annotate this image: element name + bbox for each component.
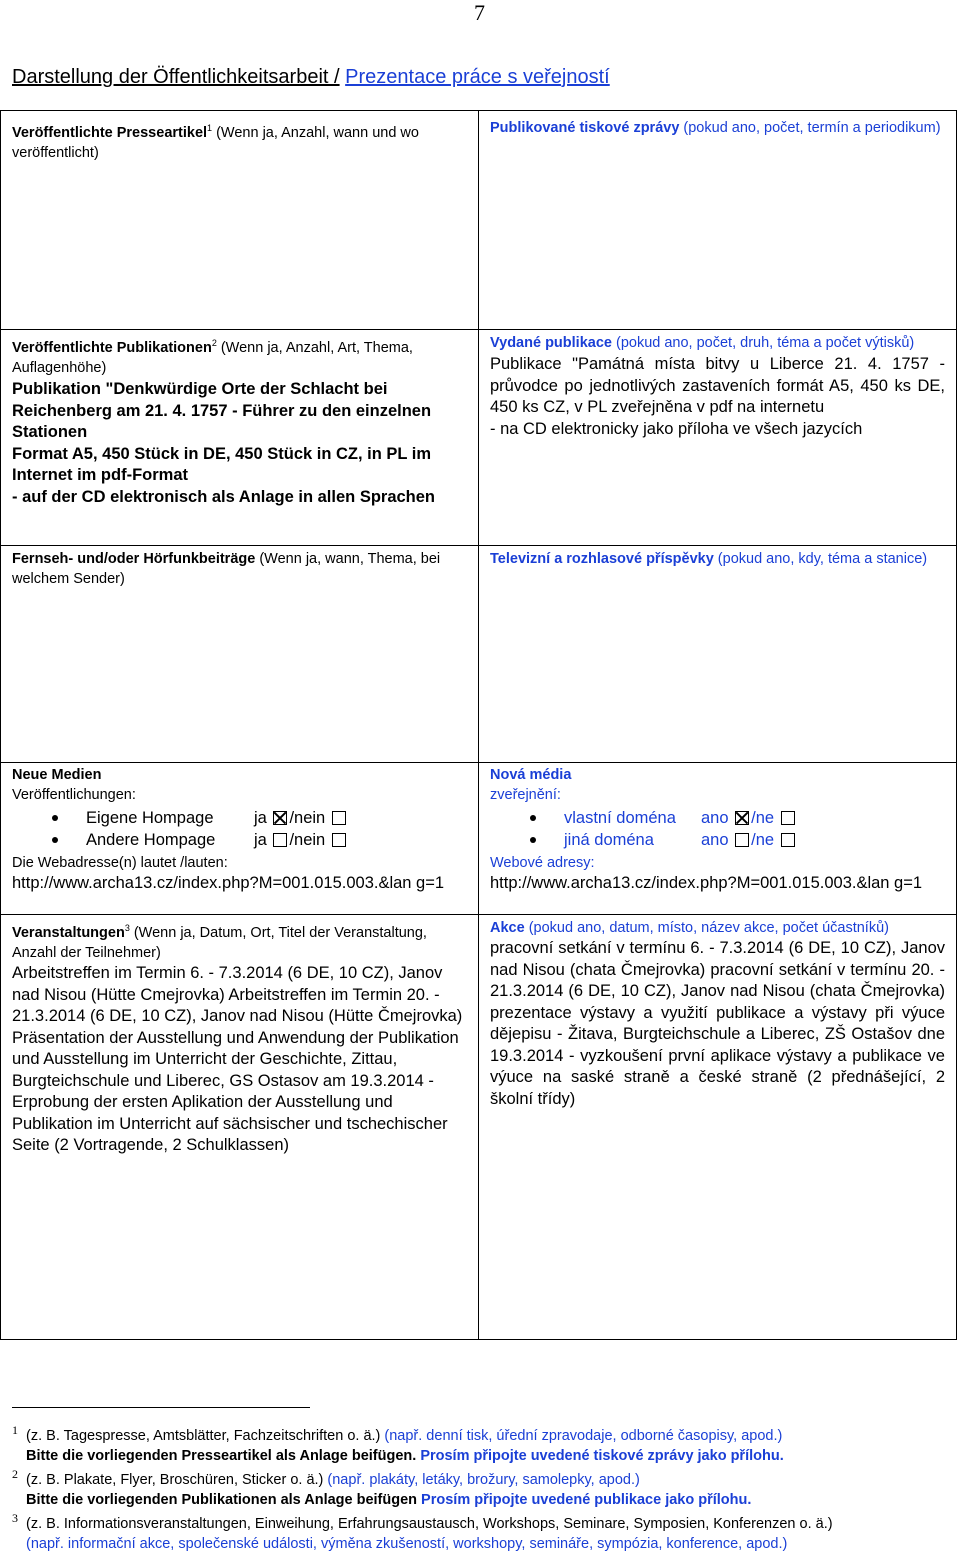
no-label: /nein bbox=[289, 831, 326, 849]
title-cz: Prezentace práce s veřejností bbox=[345, 66, 610, 88]
list-item-label: Andere Hompage bbox=[86, 831, 216, 849]
footnote-ref: 2 bbox=[211, 338, 217, 348]
new-media-cz-addr-label: Webové adresy: bbox=[490, 855, 595, 871]
press-de-heading: Veröffentlichte Presseartikel bbox=[12, 125, 208, 141]
footnote-text-cz: (např. denní tisk, úřední zpravodaje, odborné časopisy, apod.) bbox=[380, 1428, 783, 1444]
press-cz-heading: Publikované tiskové zprávy bbox=[490, 120, 680, 136]
row-divider bbox=[0, 762, 957, 763]
checkbox-unchecked[interactable] bbox=[332, 833, 346, 847]
list-item bbox=[490, 829, 945, 851]
checkbox-checked[interactable] bbox=[273, 811, 287, 825]
footnote-text-cz: Prosím připojte uvedené tiskové zprávy jako přílohu. bbox=[416, 1448, 784, 1464]
checkbox-unchecked[interactable] bbox=[735, 833, 749, 847]
checkbox-unchecked[interactable] bbox=[273, 833, 287, 847]
yes-label: ja bbox=[254, 809, 267, 827]
new-media-cz-cell bbox=[490, 765, 945, 895]
new-media-cz-sub: zveřejnění: bbox=[490, 787, 561, 803]
yes-label: ano bbox=[701, 809, 729, 827]
new-media-de-list bbox=[12, 807, 467, 851]
publications-de-content: Publikation "Denkwürdige Orte der Schlacht bei Reichenberg am 21. 4. 1757 - Führer zu den einzelnen Stationen Format A5, 450 Stück in DE, 450 Stück in CZ, in PL im Internet im pdf-Format - auf der CD elektronisch als Anlage in allen Sprachen bbox=[12, 380, 436, 506]
footnote-text-cz: (např. plakáty, letáky, brožury, samolepky, apod.) bbox=[323, 1472, 640, 1488]
broadcast-cz-desc: (pokud ano, kdy, téma a stanice) bbox=[713, 551, 928, 567]
footnote-number: 2 bbox=[12, 1467, 18, 1481]
column-divider bbox=[478, 110, 479, 1340]
footnote-text: Bitte die vorliegenden Publikationen als Anlage beifügen bbox=[26, 1492, 418, 1508]
press-de-cell bbox=[12, 118, 467, 163]
footnote-text: Bitte die vorliegenden Presseartikel als Anlage beifügen. bbox=[26, 1448, 417, 1464]
list-item bbox=[12, 807, 467, 829]
page-number: 7 bbox=[474, 0, 485, 25]
publications-de-desc: (Wenn ja, Anzahl, Art, Thema, Auflagenhöhe) bbox=[12, 340, 413, 376]
footnote-text: (z. B. Plakate, Flyer, Broschüren, Sticker o. ä.) bbox=[26, 1472, 324, 1488]
new-media-cz-list bbox=[490, 807, 945, 851]
broadcast-de-cell bbox=[12, 549, 467, 589]
title-de: Darstellung der Öffentlichkeitsarbeit / bbox=[12, 66, 340, 88]
list-item-label: vlastní doména bbox=[564, 809, 676, 827]
footnote-ref: 3 bbox=[124, 923, 130, 933]
events-de-cell bbox=[12, 918, 467, 1157]
broadcast-de-desc: (Wenn ja, wann, Thema, bei welchem Sender) bbox=[12, 551, 441, 587]
list-item bbox=[12, 829, 467, 851]
no-label: /ne bbox=[751, 809, 775, 827]
list-item-label: Eigene Hompage bbox=[86, 809, 214, 827]
publications-cz-desc: (pokud ano, počet, druh, téma a počet výtisků) bbox=[611, 335, 915, 351]
new-media-de-sub: Veröffentlichungen: bbox=[12, 787, 136, 803]
publications-cz-heading: Vydané publikace bbox=[490, 335, 612, 351]
footnote-1 bbox=[12, 1420, 952, 1466]
footnote-text: (z. B. Informationsveranstaltungen, Einweihung, Erfahrungsaustausch, Workshops, Seminare, Symposien, Konferenzen o. ä.) bbox=[26, 1516, 833, 1532]
footnote-separator bbox=[12, 1407, 310, 1408]
events-cz-content: pracovní setkání v termínu 6. - 7.3.2014 (6 DE, 10 CZ), Janov nad Nisou (chata Čmejrovka) pracovní setkání v termínu 20. - 21.3.2014 (6 DE, 10 CZ), Janov nad Nisou (chata Čmejrovka) prezentace výstavy a využití publikace a výstavy při výuce dějepisu - Žitava, Burgteichschule a Liberec, ZŠ Ostašov dne 19.3.2014 - vyzkoušení první aplikace výstavy a publikace ve výuce na saské straně a české straně (2 přednášející, 2 školní třídy) bbox=[490, 939, 945, 1108]
checkbox-checked[interactable] bbox=[735, 811, 749, 825]
footnote-ref: 1 bbox=[207, 123, 213, 133]
events-de-content: Arbeitstreffen im Termin 6. - 7.3.2014 (6 DE, 10 CZ), Janov nad Nisou (Hütte Cmejrovka) Arbeitstreffen im Termin 20. - 21.3.2014 (6 DE, 10 CZ), Janov nad Nisou (Hütte Čmejrovka) Präsentation der Ausstellung und Anwendung der Publikation und Ausstellung im Unterricht der Geschichte, Zittau, Burgteichschule und Liberec, GS Ostasov am 19.3.2014 - Erprobung der ersten Aplikation der Ausstellung und Publikation im Unterricht auf sächsischer und tschechischer Seite (2 Vortragende, 2 Schulklassen) bbox=[12, 964, 463, 1154]
new-media-de-url[interactable]: http://www.archa13.cz/index.php?M=001.015.003.&lan g=1 bbox=[12, 874, 445, 892]
new-media-de-heading: Neue Medien bbox=[12, 767, 102, 783]
no-label: /ne bbox=[751, 831, 775, 849]
row-divider bbox=[0, 545, 957, 546]
press-cz-desc: (pokud ano, počet, termín a periodikum) bbox=[679, 120, 941, 136]
footnote-3 bbox=[12, 1508, 952, 1554]
new-media-de-addr-label: Die Webadresse(n) lautet /lauten: bbox=[12, 855, 228, 871]
events-de-heading: Veranstaltungen bbox=[12, 925, 125, 941]
events-de-desc: (Wenn ja, Datum, Ort, Titel der Veranstaltung, Anzahl der Teilnehmer) bbox=[12, 925, 427, 961]
page-title bbox=[12, 66, 610, 89]
footnote-text-cz: Prosím připojte uvedené publikace jako přílohu. bbox=[417, 1492, 752, 1508]
yes-label: ja bbox=[254, 831, 267, 849]
checkbox-unchecked[interactable] bbox=[781, 833, 795, 847]
new-media-cz-url[interactable]: http://www.archa13.cz/index.php?M=001.015.003.&lan g=1 bbox=[490, 874, 923, 892]
publications-de-heading: Veröffentlichte Publikationen bbox=[12, 340, 212, 356]
broadcast-de-heading: Fernseh- und/oder Hörfunkbeiträge bbox=[12, 551, 256, 567]
publications-de-cell bbox=[12, 333, 467, 508]
row-divider bbox=[0, 914, 957, 915]
new-media-cz-heading: Nová média bbox=[490, 767, 572, 783]
footnote-text: (z. B. Tagespresse, Amtsblätter, Fachzeitschriften o. ä.) bbox=[26, 1428, 381, 1444]
row-divider bbox=[0, 329, 957, 330]
events-cz-desc: (pokud ano, datum, místo, název akce, počet účastníků) bbox=[524, 920, 889, 936]
footnote-number: 1 bbox=[12, 1423, 18, 1437]
footnote-text-cz: (např. informační akce, společenské události, výměna zkušeností, workshopy, semináře, sympózia, konference, apod.) bbox=[26, 1536, 788, 1552]
events-cz-cell bbox=[490, 918, 945, 1110]
list-item-label: jiná doména bbox=[564, 831, 654, 849]
publications-cz-content: Publikace "Památná místa bitvy u Liberce 21. 4. 1757 - průvodce po jednotlivých zastaveních formát A5, 450 ks DE, 450 ks CZ, v PL zveřejněna v pdf na internetu - na CD elektronicky jako příloha ve všech jazycích bbox=[490, 355, 945, 438]
publications-cz-cell bbox=[490, 333, 945, 440]
checkbox-unchecked[interactable] bbox=[332, 811, 346, 825]
broadcast-cz-heading: Televizní a rozhlasové příspěvky bbox=[490, 551, 714, 567]
checkbox-unchecked[interactable] bbox=[781, 811, 795, 825]
broadcast-cz-cell bbox=[490, 549, 945, 569]
events-cz-heading: Akce bbox=[490, 920, 525, 936]
footnote-number: 3 bbox=[12, 1511, 18, 1525]
no-label: /nein bbox=[289, 809, 326, 827]
press-cz-cell bbox=[490, 118, 945, 138]
list-item bbox=[490, 807, 945, 829]
press-de-desc: (Wenn ja, Anzahl, wann und wo veröffentlicht) bbox=[12, 125, 419, 161]
footnote-2 bbox=[12, 1464, 952, 1510]
new-media-de-cell bbox=[12, 765, 467, 895]
yes-label: ano bbox=[701, 831, 729, 849]
